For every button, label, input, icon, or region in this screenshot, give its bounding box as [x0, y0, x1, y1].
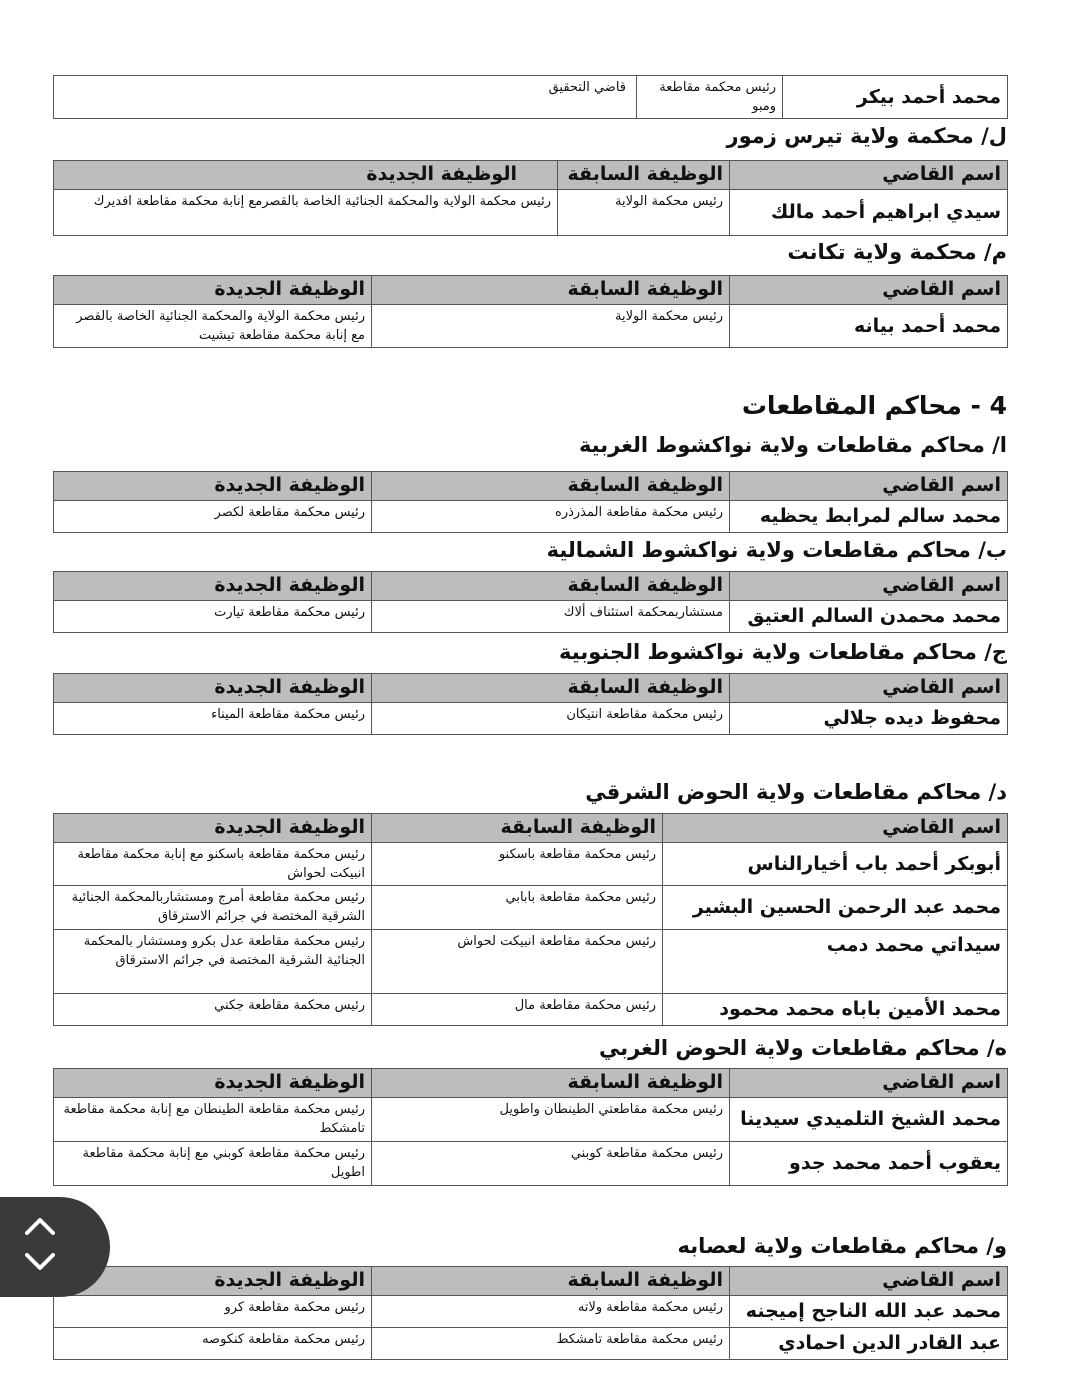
- judge-name: يعقوب أحمد محمد جدو: [730, 1142, 1008, 1186]
- header-new: الوظيفة الجديدة: [54, 161, 558, 190]
- header-judge: اسم القاضي: [730, 674, 1008, 703]
- header-previous: الوظيفة السابقة: [372, 1267, 730, 1296]
- header-judge: اسم القاضي: [730, 572, 1008, 601]
- new-post: رئيس محكمة مقاطعة كوبني مع إنابة محكمة مقاطعة اطويل: [54, 1142, 372, 1186]
- table-row: [54, 930, 1008, 994]
- new-post: رئيس محكمة مقاطعة كرو: [54, 1296, 372, 1328]
- header-new: الوظيفة الجديدة: [54, 814, 372, 843]
- judge-name: محمد سالم لمرابط يحظيه: [730, 501, 1008, 533]
- judge-name: سيداتي محمد دمب: [663, 930, 1008, 994]
- judge-name: أبوبكر أحمد باب أخيارالناس: [663, 843, 1008, 886]
- new-post: رئيس محكمة مقاطعة الطينطان مع إنابة محكمة مقاطعة تامشكط: [54, 1098, 372, 1142]
- table-row: [54, 1142, 1008, 1186]
- new-post: رئيس محكمة مقاطعة جكني: [54, 994, 372, 1026]
- header-row: [54, 572, 1008, 601]
- previous-post: رئيس محكمة مقاطعتي الطينطان واطويل: [372, 1098, 730, 1142]
- header-new: الوظيفة الجديدة: [54, 276, 372, 305]
- section-heading: و/ محاكم مقاطعات ولاية لعصابه: [677, 1234, 1007, 1258]
- header-previous: الوظيفة السابقة: [372, 674, 730, 703]
- judge-name: محمد أحمد بيكر: [783, 76, 1008, 119]
- judge-name: محمد عبد الرحمن الحسين البشير: [663, 886, 1008, 930]
- section-heading: ل/ محكمة ولاية تيرس زمور: [726, 124, 1007, 148]
- section-table: [53, 571, 1008, 633]
- table-row: [54, 601, 1008, 633]
- table-row: [54, 1296, 1008, 1328]
- new-post: رئيس محكمة مقاطعة عدل بكرو ومستشار بالمحكمة الجنائية الشرقية المختصة في جرائم الاسترقاق: [54, 930, 372, 994]
- section-heading: ه/ محاكم مقاطعات ولاية الحوض الغربي: [598, 1036, 1007, 1060]
- table-row: [54, 501, 1008, 533]
- header-previous: الوظيفة السابقة: [372, 572, 730, 601]
- previous-post: رئيس محكمة مقاطعة كوبني: [372, 1142, 730, 1186]
- header-judge: اسم القاضي: [730, 1069, 1008, 1098]
- header-previous: الوظيفة السابقة: [372, 472, 730, 501]
- judge-name: محمد أحمد بيانه: [730, 305, 1008, 348]
- new-post: رئيس محكمة مقاطعة الميناء: [54, 703, 372, 735]
- previous-post: رئيس محكمة مقاطعة تامشكط: [372, 1328, 730, 1360]
- section-table: [53, 275, 1008, 348]
- judge-name: محمد الشيخ التلميدي سيدينا: [730, 1098, 1008, 1142]
- header-new: الوظيفة الجديدة: [54, 1069, 372, 1098]
- header-previous: الوظيفة السابقة: [372, 276, 730, 305]
- section-heading: م/ محكمة ولاية تكانت: [787, 240, 1007, 264]
- table-row: [54, 703, 1008, 735]
- header-judge: اسم القاضي: [730, 161, 1008, 190]
- section-table: [53, 160, 1008, 236]
- previous-post: رئيس محكمة مقاطعة انبيكت لحواش: [372, 930, 663, 994]
- new-post: قاضي التحقيق: [54, 76, 637, 119]
- section-heading: ب/ محاكم مقاطعات ولاية نواكشوط الشمالية: [546, 538, 1007, 562]
- header-row: [54, 814, 1008, 843]
- previous-post: رئيس محكمة مقاطعة ﺑﺎﺑﺎﺑﻲ: [372, 886, 663, 930]
- header-new: الوظيفة الجديدة: [54, 674, 372, 703]
- header-row: [54, 1069, 1008, 1098]
- chevron-down-icon[interactable]: [22, 1247, 58, 1277]
- table-row: [54, 305, 1008, 348]
- previous-post: رئيس محكمة الولاية: [558, 190, 730, 236]
- section-table: [53, 673, 1008, 735]
- section-table: [53, 471, 1008, 533]
- previous-post: رئيس محكمة مقاطعة مال: [372, 994, 663, 1026]
- header-row: [54, 161, 1008, 190]
- table-row: [54, 886, 1008, 930]
- new-post: رئيس محكمة مقاطعة أمرج ومستشاربالمحكمة الجنائية الشرقية المختصة في جرائم الاسترقاق: [54, 886, 372, 930]
- table-row: [54, 76, 1008, 119]
- header-row: [54, 276, 1008, 305]
- header-previous: الوظيفة السابقة: [372, 1069, 730, 1098]
- header-row: [54, 472, 1008, 501]
- judge-name: محمد عبد الله الناجح إميجنه: [730, 1296, 1008, 1328]
- table-row: [54, 1328, 1008, 1360]
- new-post: رئيس محكمة الولاية والمحكمة الجنائية الخاصة بالقصرمع إنابة محكمة مقاطعة افديرك: [54, 190, 558, 236]
- judge-name: عبد القادر الدين احمادي: [730, 1328, 1008, 1360]
- previous-post: رئيس محكمة مقاطعة باسكنو: [372, 843, 663, 886]
- header-row: [54, 674, 1008, 703]
- header-new: الوظيفة الجديدة: [54, 1267, 372, 1296]
- table-row: [54, 843, 1008, 886]
- section-table: [53, 813, 1008, 1026]
- header-row: [54, 1267, 1008, 1296]
- chapter-title: 4 - محاكم المقاطعات: [741, 391, 1007, 420]
- previous-post: مستشاربمحكمة استئناف ألاك: [372, 601, 730, 633]
- table-row: [54, 994, 1008, 1026]
- judge-name: سيدي ابراهيم أحمد مالك: [730, 190, 1008, 236]
- judge-name: محمد الأمين باباه محمد محمود: [663, 994, 1008, 1026]
- new-post: رئيس محكمة مقاطعة باسكنو مع إنابة محكمة مقاطعة انبيكت لحواش: [54, 843, 372, 886]
- header-judge: اسم القاضي: [730, 276, 1008, 305]
- top-table: [53, 75, 1008, 119]
- previous-post: رئيس محكمة الولاية: [372, 305, 730, 348]
- table-row: [54, 1098, 1008, 1142]
- section-table: [53, 1266, 1008, 1360]
- judge-name: محمد محمدن السالم العتيق: [730, 601, 1008, 633]
- header-new: الوظيفة الجديدة: [54, 472, 372, 501]
- page-navigation[interactable]: [0, 1197, 110, 1297]
- section-heading: د/ محاكم مقاطعات ولاية الحوض الشرقي: [585, 780, 1007, 804]
- previous-post: رئيس محكمة مقاطعة انتيكان: [372, 703, 730, 735]
- previous-post: رئيس محكمة مقاطعة ولاته: [372, 1296, 730, 1328]
- header-previous: الوظيفة السابقة: [558, 161, 730, 190]
- header-previous: الوظيفة السابقة: [372, 814, 663, 843]
- previous-post: رئيس محكمة مقاطعة ومبو: [637, 76, 783, 119]
- chevron-up-icon[interactable]: [22, 1211, 58, 1241]
- new-post: رئيس محكمة الولاية والمحكمة الجنائية الخاصة بالقصر مع إنابة محكمة مقاطعة تيشيت: [54, 305, 372, 348]
- header-new: الوظيفة الجديدة: [54, 572, 372, 601]
- header-judge: اسم القاضي: [663, 814, 1008, 843]
- previous-post: رئيس محكمة مقاطعة المذرذره: [372, 501, 730, 533]
- header-judge: اسم القاضي: [730, 1267, 1008, 1296]
- new-post: رئيس محكمة مقاطعة تيارت: [54, 601, 372, 633]
- section-table: [53, 1068, 1008, 1186]
- judge-name: محفوظ ديده جلالي: [730, 703, 1008, 735]
- table-row: [54, 190, 1008, 236]
- section-heading: ا/ محاكم مقاطعات ولاية نواكشوط الغربية: [578, 433, 1007, 457]
- new-post: رئيس محكمة مقاطعة كنكوصه: [54, 1328, 372, 1360]
- new-post: رئيس محكمة مقاطعة لكصر: [54, 501, 372, 533]
- section-heading: ج/ محاكم مقاطعات ولاية نواكشوط الجنوبية: [559, 640, 1007, 664]
- header-judge: اسم القاضي: [730, 472, 1008, 501]
